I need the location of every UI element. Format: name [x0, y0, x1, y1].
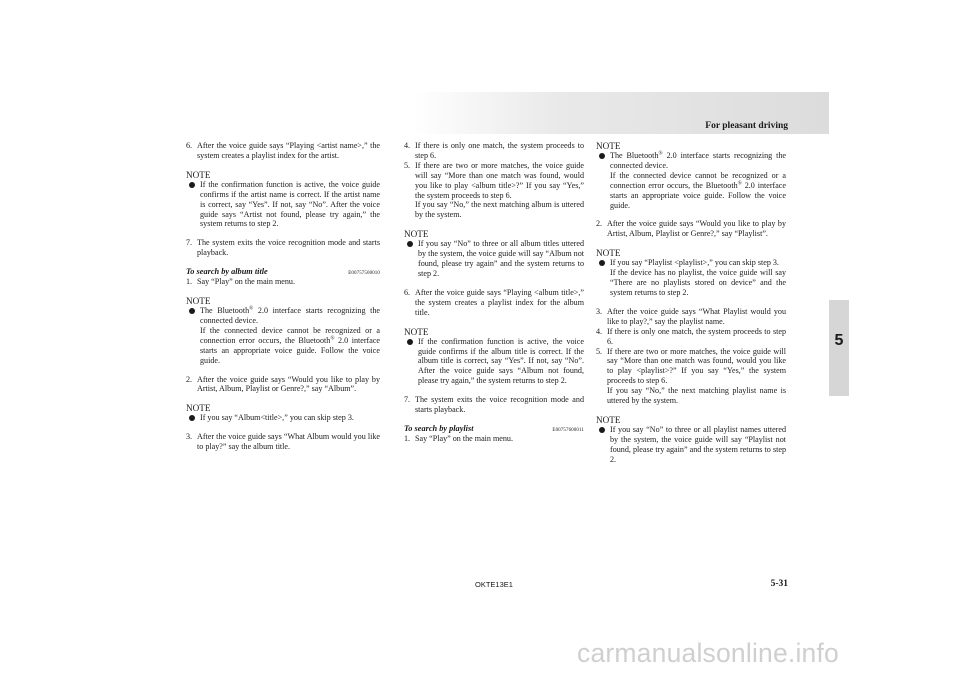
step-text: The system exits the voice recognition mode and starts playback. — [197, 238, 380, 258]
step-number: 6. — [404, 287, 411, 297]
step-text: If there is only one match, the system proceeds to step 6. — [607, 326, 786, 346]
step-text: If you say “No,” the next matching album is uttered by the system. — [415, 200, 584, 220]
note-label: NOTE — [596, 248, 621, 259]
registered-mark: ® — [737, 180, 742, 187]
step-text: After the voice guide says “What Album would you like to play?” say the album title. — [197, 432, 380, 452]
note-label: NOTE — [186, 296, 211, 307]
bullet-icon — [599, 260, 605, 266]
note-block — [186, 403, 380, 423]
section-title: For pleasant driving — [705, 121, 788, 131]
step-number: 3. — [596, 306, 603, 316]
step-item — [186, 238, 380, 258]
note-bullet — [190, 180, 380, 230]
note-block — [596, 415, 786, 465]
note-text: 2.0 interface starts recognizing the connected device. — [610, 151, 787, 170]
step-text: After the voice guide says “What Playlist would you like to play?,” say the playlist name. — [607, 306, 786, 326]
step-item — [596, 219, 786, 239]
step-text: Say “Play” on the main menu. — [197, 277, 296, 287]
note-paragraph — [610, 171, 786, 211]
step-item — [404, 288, 584, 318]
step-number: 2. — [186, 374, 193, 384]
note-bullet — [600, 151, 786, 210]
note-text: If the connected device cannot be recognized or a connection error occurs, the Bluetooth — [200, 325, 380, 345]
registered-mark: ® — [658, 150, 663, 157]
note-label: NOTE — [186, 169, 211, 180]
note-text: 2.0 interface starts recognizing the connected device. — [200, 306, 380, 325]
step-text: After the voice guide says “Playing <album title>,” the system creates a playlist index for the album title. — [415, 287, 584, 317]
step-number: 2. — [596, 219, 603, 229]
column-1 — [186, 141, 380, 452]
bullet-icon — [189, 308, 195, 314]
step-number: 1. — [404, 433, 411, 443]
subsection-code: E00757500010 — [348, 271, 380, 277]
note-block — [186, 170, 380, 230]
note-paragraph — [200, 326, 380, 366]
step-item — [404, 141, 584, 161]
subsection-heading — [404, 424, 584, 434]
note-bullet — [190, 413, 380, 423]
note-text: 2.0 interface starts an appropriate voice guide. Follow the voice guide. — [200, 335, 380, 365]
registered-mark: ® — [249, 305, 254, 312]
step-number: 3. — [186, 432, 193, 442]
step-item — [596, 327, 786, 347]
step-number: 5. — [404, 160, 411, 170]
note-block — [186, 296, 380, 365]
note-bullet — [600, 425, 786, 465]
note-block — [404, 327, 584, 387]
step-number: 1. — [186, 277, 193, 287]
note-text: If you say “Album<title>,” you can skip step 3. — [200, 413, 354, 423]
page-number: 5-31 — [770, 579, 788, 589]
subsection-title: To search by album title — [186, 267, 268, 277]
step-text: The system exits the voice recognition mode and starts playback. — [415, 395, 584, 415]
note-bullet — [408, 337, 584, 387]
note-text: If the connected device cannot be recognized or a connection error occurs, the Bluetooth — [610, 170, 786, 190]
note-text: If you say “No” to three or all playlist names uttered by the system, the voice guide will say “Playlist not found, please try again” and the system returns to step 2. — [610, 424, 786, 464]
note-paragraph — [610, 151, 786, 171]
note-text: The Bluetooth — [200, 306, 250, 316]
step-item — [404, 161, 584, 220]
doc-code: OKTE13E1 — [475, 580, 513, 589]
bullet-icon — [599, 153, 605, 159]
step-text: Say “Play” on the main menu. — [415, 433, 514, 443]
step-item — [186, 432, 380, 452]
note-block — [596, 141, 786, 210]
bullet-icon — [189, 415, 195, 421]
step-text: After the voice guide says “Playing <artist name>,” the system creates a playlist index for the artist. — [197, 141, 380, 160]
note-text: The Bluetooth — [610, 151, 659, 160]
note-text: If you say “No” to three or all album titles uttered by the system, the voice guide will say “Album not found, please try again” and the system returns to step 2. — [418, 239, 584, 278]
bullet-icon — [407, 241, 413, 247]
subsection-code: E00757600011 — [552, 427, 584, 433]
note-paragraph — [200, 306, 380, 326]
step-text: If there are two or more matches, the voice guide will say “More than one match was found, would you like to play <album title>?” If you say “Yes,” the system proceeds to step 6. — [415, 160, 584, 200]
note-text: 2.0 interface starts an appropriate voice guide. Follow the voice guide. — [610, 180, 786, 210]
step-number: 7. — [404, 395, 411, 405]
note-label: NOTE — [186, 403, 211, 414]
column-2 — [404, 141, 584, 444]
registered-mark: ® — [330, 335, 335, 342]
column-3 — [596, 141, 786, 474]
step-text: After the voice guide says “Would you like to play by Artist, Album, Playlist or Genre?,” say “Album”. — [197, 374, 380, 394]
note-block — [404, 229, 584, 279]
step-text: If there is only one match, the system proceeds to step 6. — [415, 141, 584, 160]
subsection-heading — [186, 267, 380, 277]
step-number: 4. — [404, 141, 411, 150]
note-text: If you say “Playlist <playlist>,” you can skip step 3. — [610, 258, 779, 268]
step-item — [404, 395, 584, 415]
step-item — [186, 375, 380, 395]
note-label: NOTE — [596, 414, 621, 425]
note-bullet — [600, 258, 786, 298]
note-text: If the confirmation function is active, the voice guide confirms if the album title is correct. If the album title is correct, say “Yes”. If not, say “No”. After the voice guide says “Album not found, please try again,” the system returns to step 2. — [418, 336, 584, 386]
step-text: After the voice guide says “Would you like to play by Artist, Album, Playlist or Genre?,” say “Playlist”. — [607, 219, 786, 239]
note-label: NOTE — [404, 326, 429, 337]
step-number: 4. — [596, 326, 603, 336]
step-number: 5. — [596, 346, 603, 356]
bullet-icon — [599, 427, 605, 433]
subsection-title: To search by playlist — [404, 423, 474, 433]
chapter-number: 5 — [834, 332, 844, 349]
bullet-icon — [407, 339, 413, 345]
note-bullet — [190, 306, 380, 365]
note-text: If the device has no playlist, the voice guide will say “There are no playlists stored on device” and the system returns to step 2. — [610, 268, 786, 297]
note-block — [596, 248, 786, 298]
step-text: If there are two or more matches, the voice guide will say “More than one match was found, would you like to play <playlist>?” If you say “Yes,” the system proceeds to step 6. — [607, 346, 786, 386]
note-bullet — [408, 239, 584, 279]
watermark: carmanualsonline.info — [577, 638, 839, 668]
step-text: If you say “No,” the next matching playlist name is uttered by the system. — [607, 386, 786, 406]
note-text: If the confirmation function is active, the voice guide confirms if the artist name is correct. If the artist name is correct, say “Yes”. If not, say “No”. After the voice guide says “Artist not found, please try again,” the system returns to step 2. — [200, 179, 380, 229]
step-item — [404, 434, 584, 444]
bullet-icon — [189, 182, 195, 188]
step-item — [186, 141, 380, 161]
note-label: NOTE — [404, 229, 429, 240]
step-item — [596, 307, 786, 327]
step-item — [186, 277, 380, 287]
step-number: 6. — [186, 141, 193, 150]
note-label: NOTE — [596, 141, 621, 151]
step-number: 7. — [186, 238, 193, 248]
step-item — [596, 347, 786, 406]
